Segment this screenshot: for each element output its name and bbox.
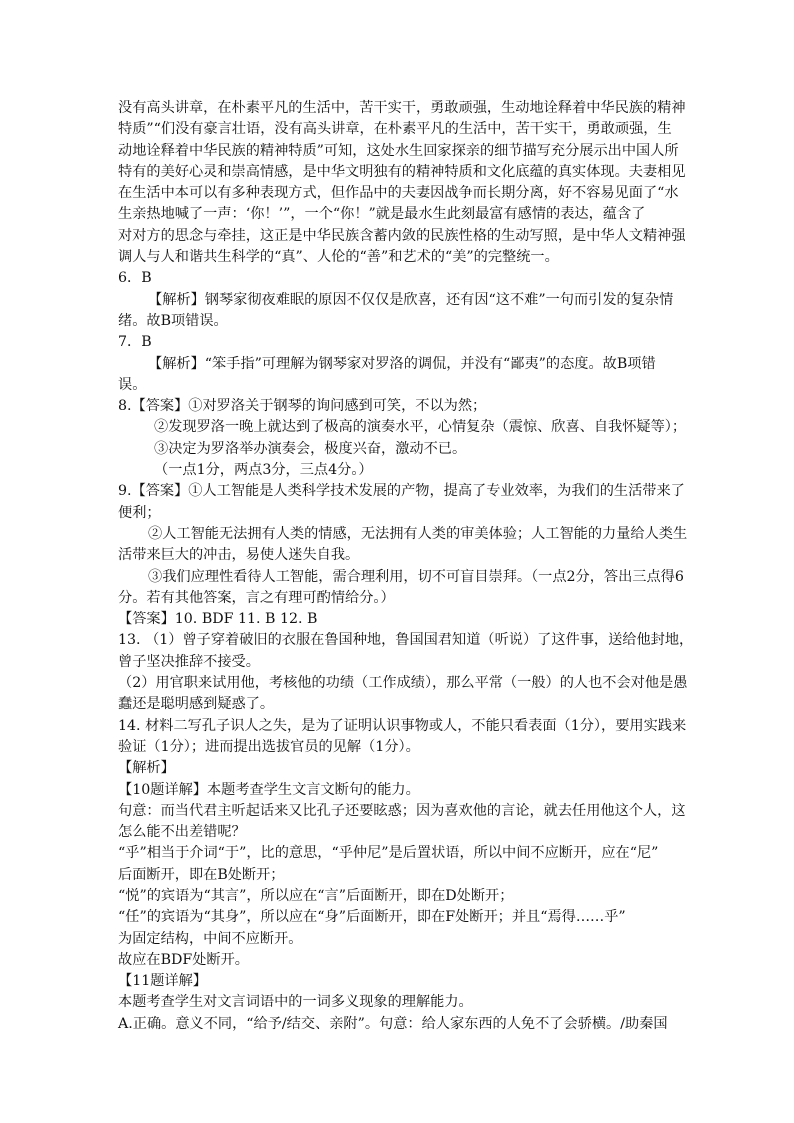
- text-line: 验证（1分）；进而提出选拔官员的见解（1分）。: [118, 738, 420, 755]
- text-line: “任”的宾语为“其身”，所以应在“身”后面断开，即在F处断开；并且“焉得……乎”: [118, 909, 626, 926]
- text-line: 生亲热地喊了一声：‘你！’”，一个“你！”就是最水生此刻最富有感情的表达，蕴含了: [118, 206, 646, 223]
- text-line: 9.【答案】①人工智能是人类科学技术发展的产物，提高了专业效率，为我们的生活带来了: [118, 483, 685, 500]
- text-line: 分。若有其他答案，言之有理可酌情给分。）: [118, 589, 395, 606]
- text-line: 没有高头讲章，在朴素平凡的生活中，苦干实干，勇敢顽强，生动地诠释着中华民族的精神: [118, 100, 686, 116]
- text-line: 特质”“们没有豪言壮语，没有高头讲章，在朴素平凡的生活中，苦干实干，勇敢顽强，生: [118, 121, 672, 138]
- text-line: 怎么能不出差错呢？: [118, 824, 246, 841]
- text-line: 故应在BDF处断开。: [118, 951, 249, 968]
- text-line: 7．B: [118, 334, 152, 351]
- text-line: 曾子坚决推辞不接受。: [118, 653, 260, 670]
- text-line: “乎”相当于介词“于”，比的意思，“乎仲尼”是后置状语，所以中间不应断开，应在“尼”: [118, 845, 659, 862]
- text-line: 后面断开，即在B处断开；: [118, 866, 285, 883]
- text-line: 误。: [118, 376, 147, 393]
- text-line: 蠢还是聪明感到疑惑了。: [118, 696, 275, 713]
- text-line: 【10题详解】本题考查学生文言文断句的能力。: [118, 781, 420, 798]
- document-page: [118, 98, 694, 1035]
- text-line: 【解析】: [118, 760, 175, 777]
- text-line: 动地诠释着中华民族的精神特质”可知，这处水生回家探亲的细节描写充分展示出中国人所: [118, 142, 679, 159]
- text-line: “悦”的宾语为“其言”，所以应在“言”后面断开，即在D处断开；: [118, 887, 514, 904]
- text-line: 调人与人和谐共生科学的“真”、人伦的“善”和艺术的“美”的完整统一。: [118, 249, 559, 266]
- text-line: 14. 材料二写孔子识人之失，是为了证明认识事物或人，不能只看表面（1分），要用实践来: [118, 717, 687, 734]
- text-line: 8.【答案】①对罗洛关于钢琴的询问感到可笑，不以为然；: [118, 398, 487, 415]
- text-line: 【解析】“笨手指”可理解为钢琴家对罗洛的调侃，并没有“鄙夷”的态度。故B项错: [148, 355, 656, 372]
- text-line: 句意：而当代君主听起话来又比孔子还要眩惑；因为喜欢他的言论，就去任用他这个人，这: [118, 802, 686, 819]
- text-line: ③我们应理性看待人工智能，需合理利用，切不可盲目崇拜。（一点2分，答出三点得6: [148, 568, 684, 585]
- text-line: 【11题详解】: [118, 973, 207, 990]
- text-line: ②人工智能无法拥有人类的情感，无法拥有人类的审美体验；人工智能的力量给人类生: [148, 525, 688, 542]
- text-line: 绪。故B项错误。: [118, 312, 228, 329]
- text-line: （2）用官职来试用他，考核他的功绩（工作成绩），那么平常（一般）的人也不会对他是愚: [118, 675, 688, 692]
- text-line: 特有的美好心灵和崇高情感，是中华文明独有的精神特质和文化底蕴的真实体现。夫妻相见: [118, 163, 686, 180]
- text-line: 本题考查学生对文言词语中的一词多义现象的理解能力。: [118, 994, 473, 1011]
- text-line: 活带来巨大的冲击，易使人迷失自我。: [118, 547, 360, 564]
- text-line: A.正确。意义不同，“给予/结交、亲附”。句意：给人家东西的人免不了会骄横。/助秦国: [118, 1015, 668, 1032]
- text-line: 在生活中本可以有多种表现方式，但作品中的夫妻因战争而长期分离，好不容易见面了“水: [118, 185, 679, 202]
- text-line: 【答案】10. BDF 11. B 12. B: [118, 611, 318, 628]
- text-line: 6．B: [118, 270, 152, 287]
- text-line: ②发现罗洛一晚上就达到了极高的演奏水平，心情复杂（震惊、欣喜、自我怀疑等）；: [154, 419, 687, 436]
- text-line: 对对方的思念与牵挂，这正是中华民族含蓄内敛的民族性格的生动写照，是中华人文精神强: [118, 227, 686, 244]
- text-line: ③决定为罗洛举办演奏会，极度兴奋，激动不已。: [154, 440, 467, 457]
- text-line: 便利；: [118, 504, 161, 521]
- text-line: （一点1分，两点3分，三点4分。）: [154, 462, 373, 479]
- text-line: 为固定结构，中间不应断开。: [118, 930, 303, 947]
- text-line: 13. （1）曾子穿着破旧的衣服在鲁国种地，鲁国国君知道（听说）了这件事，送给他封地，: [118, 632, 694, 649]
- text-line: 【解析】钢琴家彻夜难眠的原因不仅仅是欣喜，还有因“这不难”一句而引发的复杂情: [148, 291, 674, 308]
